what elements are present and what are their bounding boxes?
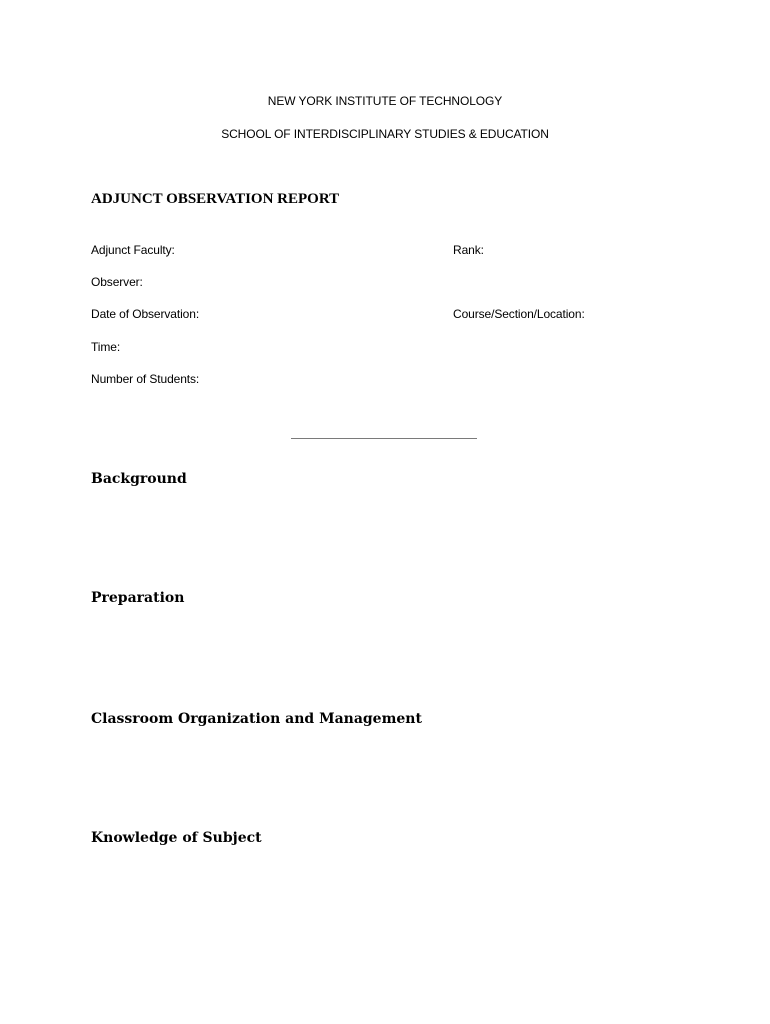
- section-heading-background: Background: [91, 471, 187, 487]
- section-divider: [291, 438, 477, 439]
- field-number-of-students: Number of Students:: [91, 372, 200, 386]
- section-heading-preparation: Preparation: [91, 590, 185, 606]
- field-observer: Observer:: [91, 275, 143, 289]
- institution-name: NEW YORK INSTITUTE OF TECHNOLOGY: [267, 94, 503, 108]
- report-title: ADJUNCT OBSERVATION REPORT: [91, 191, 340, 207]
- field-date-of-observation: Date of Observation:: [91, 307, 200, 321]
- field-adjunct-faculty: Adjunct Faculty:: [91, 243, 175, 257]
- field-course-section-location: Course/Section/Location:: [453, 307, 585, 321]
- field-time: Time:: [91, 340, 121, 354]
- section-heading-knowledge-of-subject: Knowledge of Subject: [91, 830, 262, 846]
- field-rank: Rank:: [453, 243, 484, 257]
- school-name: SCHOOL OF INTERDISCIPLINARY STUDIES & EDUCATION: [221, 127, 549, 141]
- section-heading-classroom-organization: Classroom Organization and Management: [91, 711, 422, 727]
